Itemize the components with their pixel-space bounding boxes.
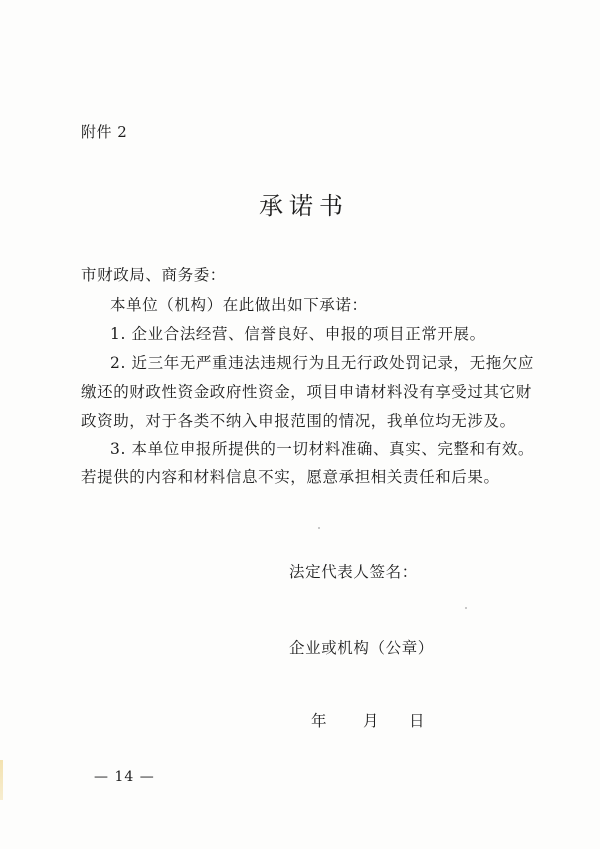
addressee: 市财政局、商务委： (81, 266, 226, 284)
commitment-item-3-line-2: 若提供的内容和材料信息不实，愿意承担相关责任和后果。 (81, 468, 500, 486)
attachment-label: 附件 2 (81, 123, 128, 141)
scan-speck (318, 527, 320, 529)
page-number: — 14 — (94, 769, 155, 785)
scan-speck (465, 607, 467, 609)
scan-edge-mark (0, 760, 3, 800)
commitment-item-2-line-2: 缴还的财政性资金政府性资金，项目申请材料没有享受过其它财 (81, 383, 532, 401)
date-year-label: 年 (311, 712, 327, 730)
signature-date (311, 709, 425, 731)
commitment-item-1: 1. 企业合法经营、信誉良好、申报的项目正常开展。 (110, 325, 486, 343)
commitment-item-2-line-1: 2. 近三年无严重违法违规行为且无行政处罚记录，无拖欠应 (110, 354, 535, 372)
legal-representative-signature-label: 法定代表人签名： (289, 563, 418, 581)
document-title: 承诺书 (259, 192, 349, 220)
date-month-label: 月 (363, 712, 379, 730)
date-day-label: 日 (409, 712, 425, 730)
official-seal-label: 企业或机构（公章） (289, 639, 434, 657)
commitment-item-2-line-3: 政资助，对于各类不纳入申报范围的情况，我单位均无涉及。 (81, 412, 516, 430)
commitment-item-3-line-1: 3. 本单位申报所提供的一切材料准确、真实、完整和有效。 (110, 440, 535, 458)
intro-paragraph: 本单位（机构）在此做出如下承诺： (110, 296, 368, 314)
